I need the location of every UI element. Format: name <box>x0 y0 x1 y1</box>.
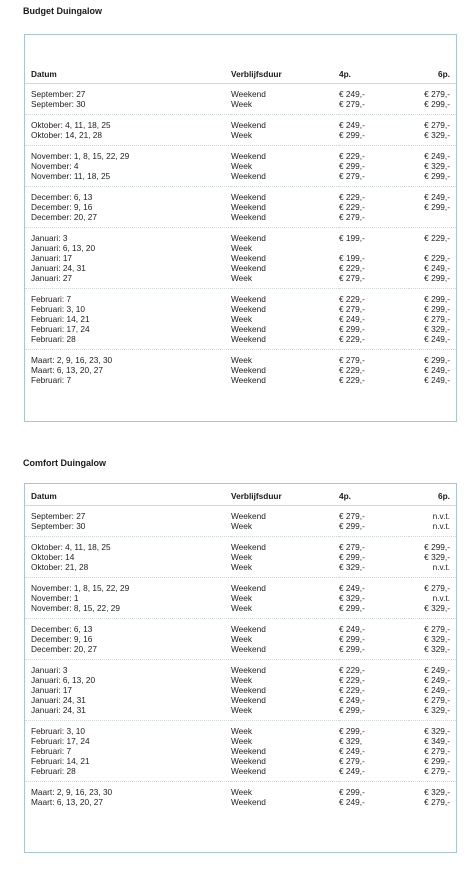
cell-datum: Maart: 2, 9, 16, 23, 30 <box>31 355 113 365</box>
cell-price-4p: € 279,- <box>339 273 409 289</box>
table-row <box>25 243 456 253</box>
table-row <box>25 766 456 782</box>
cell-verblijfsduur: Weekend <box>231 695 266 705</box>
cell-price-4p: € 199,- <box>339 233 365 243</box>
cell-price-4p: € 229,- <box>339 192 365 202</box>
table-row <box>25 797 456 812</box>
cell-price-4p: € 299,- <box>339 787 365 797</box>
cell-datum: December: 6, 13 <box>31 192 93 202</box>
cell-price-6p: n.v.t. <box>409 562 456 578</box>
price-group <box>25 619 456 660</box>
cell-verblijfsduur: Weekend <box>231 624 266 634</box>
cell-verblijfsduur: Weekend <box>231 89 266 99</box>
cell-price-4p: € 299,- <box>339 130 409 146</box>
cell-verblijfsduur: Week <box>231 355 253 365</box>
table-row <box>25 593 456 603</box>
cell-datum: December: 6, 13 <box>31 624 93 634</box>
table-row <box>25 228 456 244</box>
table-row <box>25 644 456 660</box>
table-row <box>25 705 456 721</box>
table-row <box>25 115 456 131</box>
cell-price-4p: € 299,- <box>339 161 365 171</box>
cell-price-4p: € 279,- <box>339 355 365 365</box>
cell-price-6p: € 329,- <box>409 603 456 619</box>
cell-price-6p: € 299,- <box>409 273 456 289</box>
price-group <box>25 721 456 782</box>
cell-price-4p: € 229,- <box>339 365 365 375</box>
cell-price-6p: € 229,- <box>424 233 450 243</box>
cell-verblijfsduur: Weekend <box>231 212 339 228</box>
column-header-6p: 6p. <box>409 65 456 84</box>
table-row <box>25 521 456 537</box>
cell-price-6p: € 249,- <box>424 263 450 273</box>
cell-verblijfsduur: Week <box>231 243 253 253</box>
cell-price-4p: € 229,- <box>339 685 365 695</box>
cell-price-4p <box>339 243 409 253</box>
table-row <box>25 537 456 553</box>
table-row <box>25 84 456 100</box>
cell-price-6p: € 329,- <box>424 552 450 562</box>
cell-price-6p: € 299,- <box>424 355 450 365</box>
cell-price-4p: € 329,- <box>339 562 409 578</box>
table-row <box>25 350 456 366</box>
cell-verblijfsduur: Weekend <box>231 685 266 695</box>
cell-price-4p: € 249,- <box>339 746 365 756</box>
column-header-datum: Datum <box>25 487 231 506</box>
table-row <box>25 695 456 705</box>
cell-price-6p <box>409 212 456 228</box>
cell-datum: Februari: 17, 24 <box>31 324 90 334</box>
cell-price-4p: € 279,- <box>339 99 409 115</box>
table-row <box>25 273 456 289</box>
cell-verblijfsduur: Weekend <box>231 746 266 756</box>
cell-verblijfsduur: Week <box>231 705 339 721</box>
cell-price-6p: € 329,- <box>424 787 450 797</box>
cell-datum: Maart: 6, 13, 20, 27 <box>31 797 103 807</box>
cell-price-6p: € 329,- <box>424 634 450 644</box>
cell-price-6p: € 279,- <box>409 766 456 782</box>
cell-verblijfsduur: Weekend <box>231 263 266 273</box>
cell-price-6p: € 299,- <box>409 99 456 115</box>
table-row <box>25 365 456 375</box>
cell-price-4p: € 249,- <box>339 120 365 130</box>
cell-price-6p: € 349,- <box>424 736 450 746</box>
cell-price-6p: € 279,- <box>424 314 450 324</box>
cell-verblijfsduur: Week <box>231 130 339 146</box>
cell-datum: Januari: 27 <box>25 273 231 289</box>
cell-datum: December: 9, 16 <box>31 634 93 644</box>
cell-price-4p: € 299,- <box>339 644 409 660</box>
cell-verblijfsduur: Week <box>231 99 339 115</box>
cell-datum: Februari: 14, 21 <box>31 314 90 324</box>
table-row <box>25 562 456 578</box>
price-group <box>25 350 456 391</box>
cell-price-6p: € 299,- <box>424 756 450 766</box>
cell-datum: September: 27 <box>31 89 86 99</box>
price-group <box>25 578 456 619</box>
cell-price-4p: € 229,- <box>339 294 365 304</box>
comfort-price-panel <box>24 483 457 853</box>
cell-price-6p: € 329,- <box>424 726 450 736</box>
comfort-section-title: Comfort Duingalow <box>23 458 106 468</box>
cell-verblijfsduur: Week <box>231 726 253 736</box>
price-group <box>25 289 456 350</box>
column-header-datum: Datum <box>25 65 231 84</box>
cell-datum: November: 1, 8, 15, 22, 29 <box>31 151 130 161</box>
cell-price-6p: € 329,- <box>424 324 450 334</box>
price-group <box>25 782 456 813</box>
table-row <box>25 187 456 203</box>
cell-datum: September: 30 <box>25 99 231 115</box>
cell-price-4p: € 249,- <box>339 695 365 705</box>
cell-verblijfsduur: Weekend <box>231 665 266 675</box>
table-row <box>25 506 456 522</box>
table-row <box>25 161 456 171</box>
cell-price-6p: € 299,- <box>424 294 450 304</box>
cell-datum: Januari: 6, 13, 20 <box>31 243 96 253</box>
cell-price-4p: € 279,- <box>339 171 409 187</box>
cell-datum: November: 8, 15, 22, 29 <box>25 603 231 619</box>
cell-price-4p: € 299,- <box>339 324 365 334</box>
cell-datum: Januari: 24, 31 <box>31 263 86 273</box>
cell-verblijfsduur: Weekend <box>231 192 266 202</box>
table-row <box>25 146 456 162</box>
cell-datum: Februari: 7 <box>31 294 72 304</box>
cell-verblijfsduur: Week <box>231 562 339 578</box>
cell-price-6p: € 279,- <box>424 583 450 593</box>
cell-price-6p: € 279,- <box>424 120 450 130</box>
cell-datum: November: 4 <box>31 161 79 171</box>
price-group <box>25 228 456 289</box>
cell-price-4p: € 249,- <box>339 797 365 807</box>
cell-verblijfsduur: Week <box>231 314 253 324</box>
table-row <box>25 304 456 314</box>
cell-datum: Februari: 7 <box>31 746 72 756</box>
cell-verblijfsduur: Week <box>231 521 339 537</box>
cell-price-4p: € 229,- <box>339 665 365 675</box>
cell-price-4p: € 229,- <box>339 675 365 685</box>
table-row <box>25 746 456 756</box>
cell-price-6p: n.v.t. <box>432 593 450 603</box>
table-row <box>25 253 456 263</box>
cell-price-4p: € 299,- <box>339 552 365 562</box>
cell-verblijfsduur: Weekend <box>231 365 266 375</box>
cell-verblijfsduur: Weekend <box>231 294 266 304</box>
price-group <box>25 660 456 721</box>
cell-price-4p: € 299,- <box>339 521 409 537</box>
cell-price-4p: € 229,- <box>339 334 409 350</box>
cell-datum: Februari: 28 <box>25 334 231 350</box>
table-row <box>25 212 456 228</box>
cell-price-4p: € 249,- <box>339 583 365 593</box>
budget-section-title: Budget Duingalow <box>23 6 102 16</box>
cell-verblijfsduur: Weekend <box>231 797 266 807</box>
cell-price-6p: € 329,- <box>409 130 456 146</box>
cell-datum: Oktober: 21, 28 <box>25 562 231 578</box>
table-row <box>25 675 456 685</box>
cell-datum: Februari: 7 <box>31 375 72 385</box>
cell-verblijfsduur: Week <box>231 593 253 603</box>
cell-verblijfsduur: Weekend <box>231 511 266 521</box>
cell-price-6p: € 329,- <box>409 705 456 721</box>
cell-price-4p: € 279,- <box>339 511 365 521</box>
cell-price-6p: € 249,- <box>424 675 450 685</box>
cell-datum: Januari: 24, 31 <box>31 695 86 705</box>
cell-datum: November: 1 <box>31 593 79 603</box>
cell-verblijfsduur: Weekend <box>231 756 266 766</box>
cell-datum: Januari: 6, 13, 20 <box>31 675 96 685</box>
cell-verblijfsduur: Week <box>231 273 339 289</box>
table-header-row <box>25 65 456 84</box>
table-row <box>25 130 456 146</box>
cell-datum: Februari: 14, 21 <box>31 756 90 766</box>
cell-price-6p: n.v.t. <box>432 511 450 521</box>
cell-price-6p: € 329,- <box>424 161 450 171</box>
cell-price-4p: € 279,- <box>339 542 365 552</box>
cell-datum: Maart: 2, 9, 16, 23, 30 <box>31 787 113 797</box>
cell-price-4p: € 299,- <box>339 634 365 644</box>
price-group <box>25 84 456 115</box>
cell-price-4p: € 249,- <box>339 766 409 782</box>
cell-verblijfsduur: Week <box>231 736 253 746</box>
cell-price-6p: € 249,- <box>424 192 450 202</box>
cell-datum: Oktober: 4, 11, 18, 25 <box>31 542 111 552</box>
cell-datum: Februari: 3, 10 <box>31 304 85 314</box>
cell-datum: Februari: 3, 10 <box>31 726 85 736</box>
cell-price-6p: € 299,- <box>424 304 450 314</box>
cell-price-4p: € 229,- <box>339 263 365 273</box>
cell-price-6p: € 249,- <box>424 365 450 375</box>
cell-price-6p: € 279,- <box>424 746 450 756</box>
table-row <box>25 99 456 115</box>
cell-datum: Oktober: 14, 21, 28 <box>25 130 231 146</box>
cell-price-6p: € 329,- <box>409 644 456 660</box>
cell-datum: Februari: 17, 24 <box>31 736 90 746</box>
cell-verblijfsduur: Weekend <box>231 375 266 385</box>
price-group <box>25 537 456 578</box>
price-group <box>25 187 456 228</box>
cell-datum: September: 27 <box>31 511 86 521</box>
cell-verblijfsduur: Week <box>231 603 339 619</box>
cell-verblijfsduur: Week <box>231 787 253 797</box>
cell-verblijfsduur: Weekend <box>231 334 339 350</box>
cell-price-4p: € 249,- <box>339 89 365 99</box>
cell-price-6p: € 249,- <box>424 151 450 161</box>
cell-datum: Oktober: 4, 11, 18, 25 <box>31 120 111 130</box>
cell-datum: November: 11, 18, 25 <box>25 171 231 187</box>
price-group <box>25 115 456 146</box>
column-header-4p: 4p. <box>339 487 409 506</box>
cell-verblijfsduur: Weekend <box>231 171 339 187</box>
cell-price-4p: € 279,- <box>339 304 365 314</box>
cell-verblijfsduur: Weekend <box>231 253 266 263</box>
cell-verblijfsduur: Weekend <box>231 766 339 782</box>
cell-price-6p: € 299,- <box>424 202 450 212</box>
cell-verblijfsduur: Weekend <box>231 151 266 161</box>
cell-datum: Januari: 17 <box>31 253 73 263</box>
cell-verblijfsduur: Week <box>231 634 253 644</box>
column-header-4p: 4p. <box>339 65 409 84</box>
cell-price-6p: € 249,- <box>409 334 456 350</box>
cell-verblijfsduur: Weekend <box>231 542 266 552</box>
cell-price-6p: € 279,- <box>424 624 450 634</box>
cell-verblijfsduur: Week <box>231 161 253 171</box>
cell-verblijfsduur: Weekend <box>231 583 266 593</box>
cell-price-6p: € 279,- <box>424 695 450 705</box>
table-row <box>25 324 456 334</box>
cell-verblijfsduur: Weekend <box>231 324 266 334</box>
table-row <box>25 721 456 737</box>
table-row <box>25 375 456 390</box>
cell-datum: December: 20, 27 <box>25 644 231 660</box>
cell-price-4p: € 229,- <box>339 151 365 161</box>
table-row <box>25 660 456 676</box>
cell-price-4p: € 279,- <box>339 756 365 766</box>
cell-price-6p: € 249,- <box>424 685 450 695</box>
cell-price-4p: € 249,- <box>339 314 365 324</box>
budget-price-table <box>25 65 456 390</box>
table-row <box>25 314 456 324</box>
cell-price-6p: € 249,- <box>424 375 450 385</box>
cell-price-6p: n.v.t. <box>409 521 456 537</box>
cell-verblijfsduur: Weekend <box>231 202 266 212</box>
cell-verblijfsduur: Weekend <box>231 120 266 130</box>
cell-price-4p: € 329,- <box>339 593 365 603</box>
table-row <box>25 552 456 562</box>
table-row <box>25 756 456 766</box>
cell-verblijfsduur: Weekend <box>231 233 266 243</box>
cell-price-6p: € 299,- <box>409 171 456 187</box>
cell-verblijfsduur: Weekend <box>231 644 339 660</box>
cell-price-6p: € 279,- <box>424 797 450 807</box>
cell-datum: September: 30 <box>25 521 231 537</box>
cell-price-4p: € 329, <box>339 736 363 746</box>
cell-price-4p: € 229,- <box>339 375 365 385</box>
cell-datum: Maart: 6, 13, 20, 27 <box>31 365 103 375</box>
table-row <box>25 263 456 273</box>
cell-datum: Januari: 24, 31 <box>25 705 231 721</box>
cell-datum: December: 9, 16 <box>31 202 93 212</box>
price-group <box>25 506 456 537</box>
cell-datum: November: 1, 8, 15, 22, 29 <box>31 583 130 593</box>
cell-price-6p: € 279,- <box>424 89 450 99</box>
table-row <box>25 685 456 695</box>
table-row <box>25 202 456 212</box>
table-row <box>25 289 456 305</box>
table-row <box>25 736 456 746</box>
table-row <box>25 334 456 350</box>
cell-price-6p: € 229,- <box>424 253 450 263</box>
table-row <box>25 578 456 594</box>
cell-verblijfsduur: Week <box>231 675 253 685</box>
table-row <box>25 171 456 187</box>
column-header-verblijfsduur: Verblijfsduur <box>231 65 339 84</box>
cell-datum: Januari: 3 <box>31 665 68 675</box>
cell-price-6p: € 249,- <box>424 665 450 675</box>
cell-price-4p: € 249,- <box>339 624 365 634</box>
comfort-price-table <box>25 487 456 812</box>
column-header-6p: 6p. <box>409 487 456 506</box>
cell-price-6p <box>409 243 456 253</box>
cell-price-4p: € 279,- <box>339 212 409 228</box>
table-row <box>25 782 456 798</box>
budget-price-panel <box>24 34 457 422</box>
cell-price-4p: € 199,- <box>339 253 365 263</box>
cell-verblijfsduur: Week <box>231 552 253 562</box>
cell-price-4p: € 299,- <box>339 726 365 736</box>
cell-verblijfsduur: Weekend <box>231 304 266 314</box>
cell-datum: Februari: 28 <box>25 766 231 782</box>
table-row <box>25 634 456 644</box>
cell-price-4p: € 229,- <box>339 202 365 212</box>
cell-datum: Januari: 17 <box>31 685 73 695</box>
cell-datum: Oktober: 14 <box>31 552 75 562</box>
table-row <box>25 603 456 619</box>
table-row <box>25 619 456 635</box>
table-header-row <box>25 487 456 506</box>
cell-price-6p: € 299,- <box>424 542 450 552</box>
column-header-verblijfsduur: Verblijfsduur <box>231 487 339 506</box>
cell-price-4p: € 299,- <box>339 603 409 619</box>
cell-price-4p: € 299,- <box>339 705 409 721</box>
cell-datum: Januari: 3 <box>31 233 68 243</box>
price-group <box>25 146 456 187</box>
cell-datum: December: 20, 27 <box>25 212 231 228</box>
